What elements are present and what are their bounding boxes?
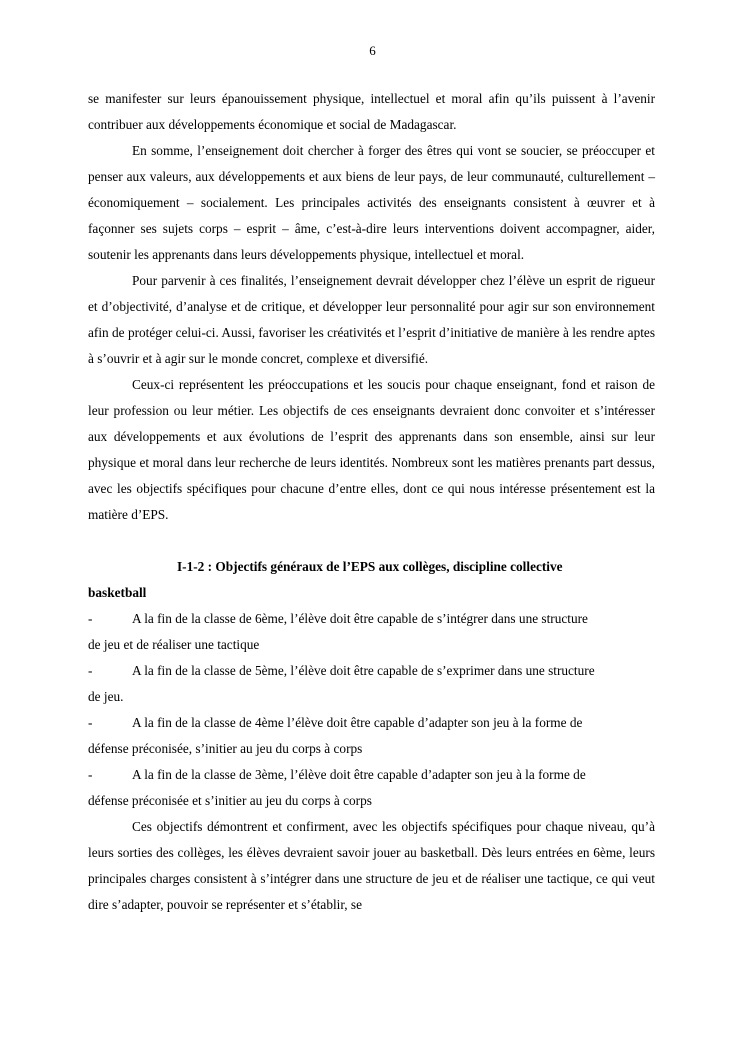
section-heading-continued: basketball [88, 585, 147, 600]
paragraph-4: Ceux-ci représentent les préoccupations et les soucis pour chaque enseignant, fond et raison de leur profession ou leur métier. Les objectifs de ces enseignants devraient donc convoiter et s’intéresser aux développements et aux évolutions de l’esprit des apprenants dans son ensemble, ainsi sur leur physique et moral dans leur recherche de leurs identités. Nombreux sont les matières prenants part dessus, avec les objectifs spécifiques pour chacune d’entre elles, dont ce qui nous intéresse présentement est la matière d’EPS. [88, 377, 655, 522]
objective-5eme [88, 658, 655, 710]
bullet-marker: - [88, 715, 93, 730]
bullet-marker: - [88, 611, 93, 626]
bullet-text: A la fin de la classe de 4ème l’élève doit être capable d’adapter son jeu à la forme de [132, 715, 583, 730]
bullet-text-continued: de jeu. [88, 689, 124, 704]
bullet-text-continued: défense préconisée, s’initier au jeu du corps à corps [88, 741, 363, 756]
bullet-marker: - [88, 767, 93, 782]
paragraph-5: Ces objectifs démontrent et confirment, avec les objectifs spécifiques pour chaque niveau, qu’à leurs sorties des collèges, les élèves devraient savoir jouer au basketball. Dès leurs entrées en 6ème, leurs principales charges consistent à s’intégrer dans une structure de jeu et de réaliser une tactique, ce qui veut dire s’adapter, pouvoir se représenter et s’établir, se [88, 819, 655, 912]
bullet-text-continued: de jeu et de réaliser une tactique [88, 637, 260, 652]
bullet-marker: - [88, 663, 93, 678]
section-heading: I-1-2 : Objectifs généraux de l’EPS aux collèges, discipline collective [177, 559, 563, 574]
bullet-text-continued: défense préconisée et s’initier au jeu du corps à corps [88, 793, 372, 808]
paragraph-1: se manifester sur leurs épanouissement physique, intellectuel et moral afin qu’ils puissent à l’avenir contribuer aux développements économique et social de Madagascar. [88, 91, 655, 132]
objective-3eme [88, 762, 655, 814]
bullet-text: A la fin de la classe de 6ème, l’élève doit être capable de s’intégrer dans une structure [132, 611, 588, 626]
objective-6eme [88, 606, 655, 658]
bullet-text: A la fin de la classe de 3ème, l’élève doit être capable d’adapter son jeu à la forme de [132, 767, 586, 782]
page-body [88, 86, 655, 918]
page-number: 6 [369, 43, 376, 58]
paragraph-2: En somme, l’enseignement doit chercher à forger des êtres qui vont se soucier, se préoccuper et penser aux valeurs, aux développements et aux biens de leur pays, de leur communauté, culturellement – économiquement – socialement. Les principales activités des enseignants consistent à œuvrer et à façonner ses sujets corps – esprit – âme, c’est-à-dire leurs interventions doivent accompagner, aider, soutenir les apprenants dans leurs développements physique, intellectuel et moral. [88, 143, 655, 262]
paragraph-3: Pour parvenir à ces finalités, l’enseignement devrait développer chez l’élève un esprit de rigueur et d’objectivité, d’analyse et de critique, et développer leur personnalité pour agir sur son environnement afin de protéger celui-ci. Aussi, favoriser les créativités et l’esprit d’initiative de manière à les rendre aptes à s’ouvrir et à agir sur le monde concret, complexe et diversifié. [88, 273, 655, 366]
objective-4eme [88, 710, 655, 762]
bullet-text: A la fin de la classe de 5ème, l’élève doit être capable de s’exprimer dans une structure [132, 663, 595, 678]
